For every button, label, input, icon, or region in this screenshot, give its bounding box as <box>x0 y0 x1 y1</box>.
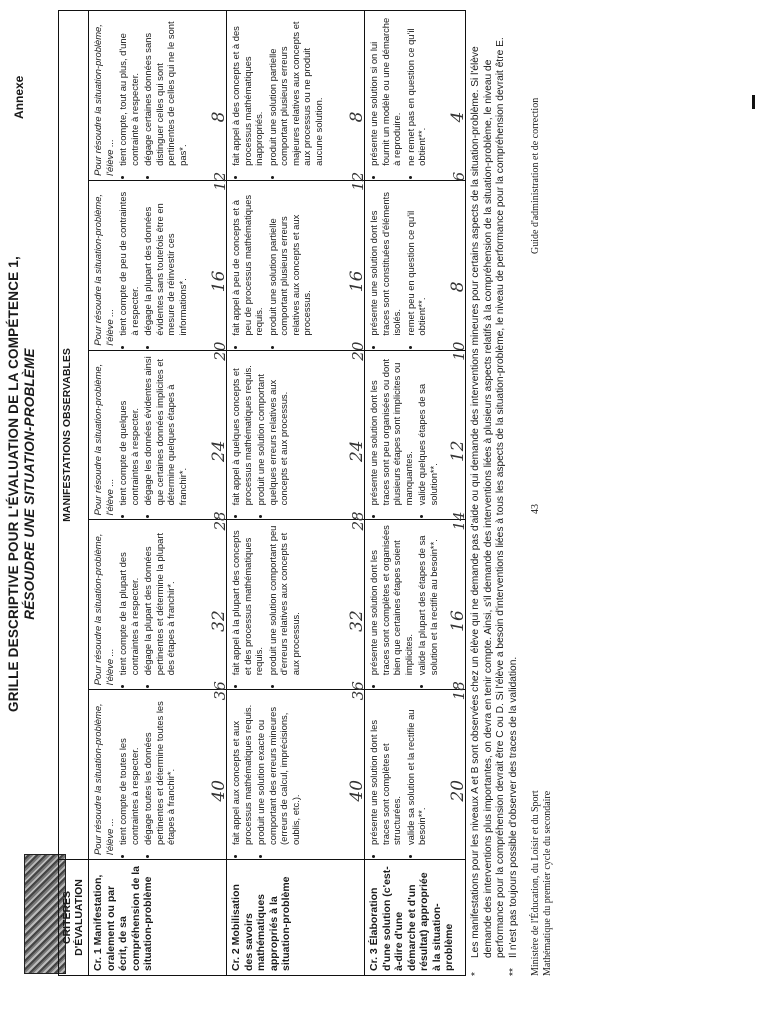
criterion-name: Cr. 2 Mobilisation des savoirs mathématiques appropriés à la situation-problème <box>227 860 365 976</box>
footnote <box>470 16 508 976</box>
manifestation-cell <box>89 681 229 860</box>
bullet-item: • produit une solution partielle comportant plusieurs erreurs relatives aux concepts et aux processus. <box>267 185 313 336</box>
bullet-item: • remet peu en question ce qu'il obtient**. <box>405 185 428 336</box>
manifestation-cell <box>365 681 468 860</box>
manifestation-cell <box>89 11 227 181</box>
handwritten-score: 14 <box>449 511 468 531</box>
manifestation-cell <box>365 171 468 350</box>
title-line-2: RÉSOUDRE UNE SITUATION-PROBLÈME <box>22 348 37 620</box>
footer-ministry: Ministère de l'Éducation, du Loisir et du Sport <box>530 790 541 976</box>
criterion-row <box>89 11 227 976</box>
bullet-item: • tient compte de toutes les contraintes à respecter. <box>117 694 140 845</box>
handwritten-score: 12 <box>210 171 229 191</box>
bullet-item: • produit une solution comportant peu d'erreurs relatives aux concepts et aux processus. <box>267 524 302 675</box>
grid-body <box>89 11 466 976</box>
cell-lead: Pour résoudre la situation-problème, l'élève ... <box>92 363 115 516</box>
bullet-list <box>117 355 188 516</box>
bullet-list <box>368 524 439 685</box>
bullet-list <box>230 15 324 176</box>
bullet-item: • présente une solution dont les traces sont peu organisées ou dont plusieurs étapes sont implicites ou manquantes. <box>368 355 414 506</box>
bullet-item: • dégage les données évidentes ainsi que certaines données implicites et détermine quelques étapes à franchir*. <box>142 355 188 506</box>
bullet-list <box>117 15 188 176</box>
bullet-list <box>230 185 313 346</box>
bullet-item: • fait appel à des concepts et à des processus mathématiques inappropriés. <box>230 15 265 166</box>
handwritten-score: 36 <box>348 681 367 701</box>
handwritten-score: 12 <box>447 440 468 463</box>
bullet-item: • tient compte de la plupart des contraintes à respecter. <box>117 524 140 675</box>
handwritten-score: 20 <box>348 341 367 361</box>
criterion-name: Cr. 1 Manifestation, oralement ou par écrit, de sa compréhension de la situation-problème <box>89 860 227 976</box>
handwritten-score: 4 <box>447 111 468 123</box>
manifestation-cell <box>227 171 367 350</box>
bullet-item: • présente une solution si on lui fournit un modèle ou une démarche à reproduire. <box>368 15 403 166</box>
handwritten-score: 20 <box>447 779 468 802</box>
handwritten-score: 16 <box>346 270 367 293</box>
cell-lead: Pour résoudre la situation-problème, l'élève ... <box>92 24 115 176</box>
bullet-item: • fait appel à peu de concepts et à peu de processus mathématiques requis. <box>230 185 265 336</box>
cell-lead: Pour résoudre la situation-problème, l'élève ... <box>92 703 115 855</box>
bullet-item: • fait appel à quelques concepts et processus mathématiques requis. <box>230 355 253 506</box>
manifestation-cell <box>365 511 468 690</box>
evaluation-grid <box>58 10 466 976</box>
footnote-text: Les manifestations pour les niveaux A et B sont observées chez un élève qui ne demande pas d'aide ou qui demande des interventions mineures pour certains aspects de la situation-problème. Si l'élève demande des interventions plus importantes, on devra en tenir compte. Ainsi, s'il demande des interventions liées à plusieurs aspects relatifs à la compréhension de la situation-problème, le niveau de performance pour la compréhension devrait être C ou D. Si l'élève a besoin d'interventions liées à tous les aspects de la situation-problème, le niveau de performance pour la compréhension devrait être E. <box>470 37 506 958</box>
handwritten-score: 16 <box>447 610 468 632</box>
cell-lead: Pour résoudre la situation-problème, l'élève ... <box>92 533 115 686</box>
handwritten-score: 28 <box>210 511 229 531</box>
footnote-text: Il n'est pas toujours possible d'observer des traces de la validation. <box>507 656 519 958</box>
handwritten-score: 32 <box>208 610 229 632</box>
footnote-mark: * <box>470 972 481 976</box>
bullet-item: • présente une solution dont les traces sont complètes et structurées. <box>368 694 403 845</box>
page-number: 43 <box>530 504 541 514</box>
handwritten-score: 36 <box>210 681 229 701</box>
manifestation-cell <box>89 511 229 690</box>
manifestation-cell <box>227 341 367 520</box>
bullet-item: • valide la plupart des étapes de sa solution et la rectifie au besoin**. <box>416 524 439 675</box>
bullet-item: • tient compte, tout au plus, d'une contrainte à respecter. <box>117 15 140 166</box>
criterion-row <box>227 11 365 976</box>
handwritten-score: 8 <box>208 111 229 123</box>
bullet-item: • dégage certaines données sans distinguer celles qui sont pertinentes de celles qui ne le sont pas*. <box>142 15 188 166</box>
annex-label: Annexe <box>12 75 26 119</box>
bullet-item: • dégage toutes les données pertinentes et détermine toutes les étapes à franchir*. <box>142 694 177 845</box>
bullet-item: • valide quelques étapes de sa solution**. <box>416 355 439 506</box>
bullet-list <box>368 694 428 855</box>
title-line-1: GRILLE DESCRIPTIVE POUR L'ÉVALUATION DE LA COMPÉTENCE 1, <box>6 256 21 712</box>
bullet-item: • valide sa solution et la rectifie au besoin**. <box>405 694 428 845</box>
cell-lead: Pour résoudre la situation-problème, l'élève ... <box>92 193 115 346</box>
margin-mark <box>752 95 755 109</box>
footer-guide-title: Guide d'administration et de correction <box>530 97 541 254</box>
footnotes <box>470 16 520 976</box>
manifestation-cell <box>365 11 466 181</box>
manifestation-cell <box>365 341 468 520</box>
bullet-item: • fait appel à la plupart des concepts et des processus mathématiques requis. <box>230 524 265 675</box>
manifestation-cell <box>227 11 365 181</box>
bullet-list <box>230 524 301 685</box>
bullet-item: • tient compte de quelques contraintes à respecter. <box>117 355 140 506</box>
handwritten-score: 32 <box>346 610 367 632</box>
manifestation-cell <box>227 681 367 860</box>
bullet-item: • tient compte de peu de contraintes à respecter. <box>117 185 140 336</box>
handwritten-score: 28 <box>348 511 367 531</box>
bullet-item: • ne remet pas en question ce qu'il obtient**. <box>405 15 428 166</box>
bullet-item: • produit une solution partielle comportant plusieurs erreurs majeures relatives aux concepts et aux processus ou ne produit aucune solution. <box>267 15 325 166</box>
bullet-list <box>117 185 188 346</box>
handwritten-score: 18 <box>449 681 468 701</box>
bullet-item: • dégage la plupart des données évidentes sans toutefois être en mesure de réinvestir ces informations*. <box>142 185 188 336</box>
criterion-row <box>365 11 466 976</box>
footer-course: Mathématique du premier cycle du secondaire <box>542 790 553 976</box>
handwritten-score: 16 <box>208 270 229 293</box>
handwritten-score: 24 <box>208 440 229 463</box>
bullet-list <box>117 524 177 685</box>
handwritten-score: 40 <box>208 779 229 802</box>
bullet-list <box>230 355 290 516</box>
criterion-name: Cr. 3 Élaboration d'une solution (c'est-à-dire d'une démarche et d'un résultat) appropriée à la situation-problème <box>365 860 466 976</box>
handwritten-score: 8 <box>346 111 367 123</box>
manifestation-cell <box>89 341 229 520</box>
bullet-list <box>368 355 439 516</box>
bullet-item: • produit une solution exacte ou comportant des erreurs mineures (erreurs de calcul, imprécisions, oublis, etc.). <box>255 694 301 845</box>
bullet-list <box>368 185 428 346</box>
handwritten-score: 6 <box>449 171 468 182</box>
page-title <box>6 244 38 724</box>
bullet-item: • présente une solution dont les traces sont complètes et organisées bien que certaines étapes soient implicites. <box>368 524 414 675</box>
bullet-list <box>117 694 177 855</box>
bullet-item: • dégage la plupart des données pertinentes et détermine la plupart des étapes à franchir*. <box>142 524 177 675</box>
handwritten-score: 20 <box>210 341 229 361</box>
footnote <box>508 16 521 976</box>
handwritten-score: 8 <box>447 281 468 293</box>
bullet-list <box>368 15 428 176</box>
handwritten-score: 12 <box>348 171 367 191</box>
bullet-item: • produit une solution comportant quelques erreurs relatives aux concepts et aux processus. <box>255 355 290 506</box>
manifestation-cell <box>227 511 367 690</box>
manifestations-header: MANIFESTATIONS OBSERVABLES <box>59 11 89 860</box>
bullet-list <box>230 694 301 855</box>
handwritten-score: 40 <box>346 779 367 802</box>
handwritten-score: 10 <box>449 341 468 361</box>
handwritten-score: 24 <box>346 440 367 463</box>
bullet-item: • fait appel aux concepts et aux processus mathématiques requis. <box>230 694 253 845</box>
bullet-item: • présente une solution dont les traces sont constituées d'éléments isolés. <box>368 185 403 336</box>
footer-publisher <box>530 790 554 976</box>
criteria-header: CRITÈRES D'ÉVALUATION <box>59 860 89 976</box>
footnote-mark: ** <box>507 968 519 976</box>
manifestation-cell <box>89 171 229 350</box>
